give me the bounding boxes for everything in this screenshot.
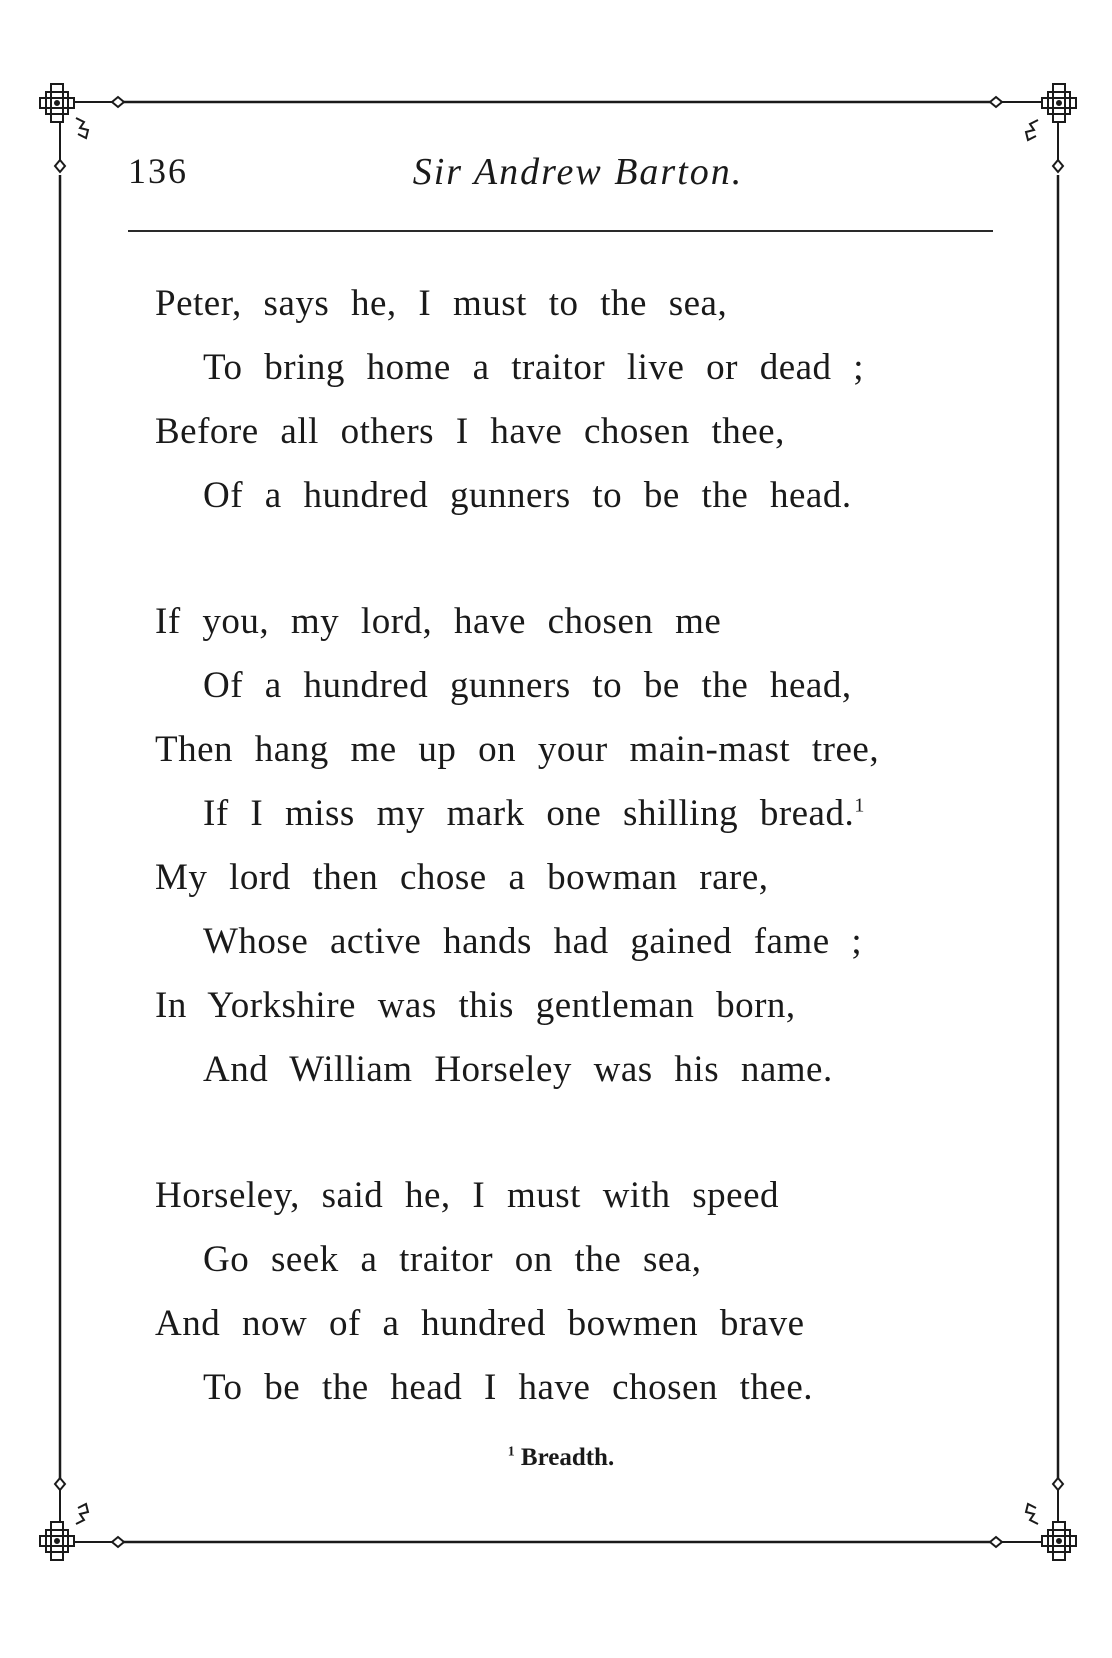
- poem-line: Then hang me up on your main-mast tree,: [155, 729, 880, 770]
- poem-line: Of a hundred gunners to be the head.: [203, 475, 852, 516]
- footnote-text: Breadth.: [520, 1444, 615, 1471]
- poem-line: Whose active hands had gained fame ;: [203, 921, 863, 962]
- poem-line: Go seek a traitor on the sea,: [203, 1239, 702, 1280]
- footnote-marker: 1: [854, 794, 865, 817]
- poem-line: And William Horseley was his name.: [203, 1049, 833, 1090]
- page-number: 136: [128, 151, 188, 191]
- poem-line: Peter, says he, I must to the sea,: [155, 283, 728, 324]
- footnote-number: 1: [507, 1443, 515, 1459]
- poem-line: Horseley, said he, I must with speed: [155, 1175, 779, 1216]
- poem-line: Of a hundred gunners to be the head,: [203, 665, 852, 706]
- stanza-gap: [155, 1102, 985, 1164]
- poem-line: My lord then chose a bowman rare,: [155, 857, 769, 898]
- stanza-gap: [155, 528, 985, 590]
- corner-top-left-icon: [40, 84, 124, 172]
- poem-line: To be the head I have chosen thee.: [203, 1367, 814, 1408]
- header-rule: [128, 230, 993, 232]
- corner-bottom-right-icon: [990, 1478, 1076, 1560]
- poem-line: In Yorkshire was this gentleman born,: [155, 985, 796, 1026]
- poem-line: To bring home a traitor live or dead ;: [203, 347, 865, 388]
- footnote: [0, 1444, 1112, 1472]
- running-title: Sir Andrew Barton.: [412, 151, 744, 193]
- corner-bottom-left-icon: [40, 1478, 124, 1560]
- poem-line-with-footnote: [155, 782, 985, 846]
- poem-body: [155, 272, 985, 1420]
- poem-line-text: If I miss my mark one shilling bread.: [203, 793, 855, 834]
- poem-line: And now of a hundred bowmen brave: [155, 1303, 805, 1344]
- page-header: [128, 150, 988, 210]
- corner-top-right-icon: [990, 84, 1076, 172]
- poem-line: Before all others I have chosen thee,: [155, 411, 785, 452]
- poem-line: If you, my lord, have chosen me: [155, 601, 722, 642]
